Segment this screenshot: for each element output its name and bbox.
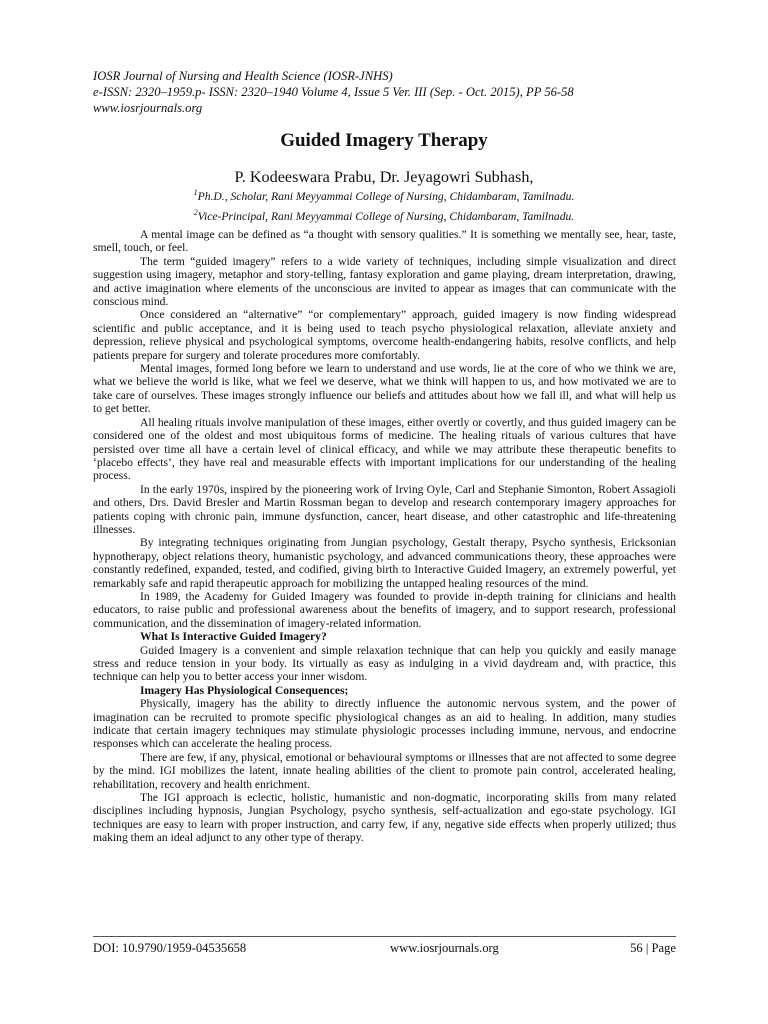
section2-paragraph-1: Physically, imagery has the ability to directly influence the autonomic nervous system, and the power of imagination can be recruited to promote specific physiological changes as an aid to healing. In addition, many studies indicate that certain imagery techniques may stimulate physiologic processes including immune, nervous, and endocrine responses which can accelerate the healing process.: [93, 697, 676, 751]
section2-paragraph-2: There are few, if any, physical, emotional or behavioural symptoms or illnesses that are not affected to some degree by the mind. IGI mobilizes the latent, innate healing abilities of the client to promote pain control, accelerated healing, rehabilitation, recovery and health enrichment.: [93, 750, 676, 791]
section-heading-interactive-guided-imagery: What Is Interactive Guided Imagery?: [140, 630, 327, 644]
intro-paragraph-4: Mental images, formed long before we learn to understand and use words, lie at the core of who we think we are, what we believe the world is like, what we feel we deserve, what we think will happen to us, and how motivated we are to take care of ourselves. These images strongly influence our beliefs and attitudes about how we fall ill, and what will help us to get better.: [93, 362, 676, 416]
affiliation-1-marker: 1: [193, 188, 198, 197]
authors: P. Kodeeswara Prabu, Dr. Jeyagowri Subhash,: [234, 168, 534, 186]
footer-website: www.iosrjournals.org: [390, 941, 499, 955]
journal-name: IOSR Journal of Nursing and Health Science (IOSR-JNHS): [93, 69, 393, 83]
intro-paragraph-8: In 1989, the Academy for Guided Imagery was founded to provide in-depth training for clinicians and health educators, to raise public and professional awareness about the benefits of imagery, and to support research, professional communication, and the dissemination of imagery-related information.: [93, 589, 676, 630]
intro-paragraph-6: In the early 1970s, inspired by the pioneering work of Irving Oyle, Carl and Stephanie Simonton, Robert Assagioli and others, Drs. David Bresler and Martin Rossman began to develop and research contemporary imagery approaches for patients coping with chronic pain, immune dysfunction, cancer, heart disease, and other catastrophic and life-threatening illnesses.: [93, 482, 676, 536]
paper-title: Guided Imagery Therapy: [280, 130, 488, 151]
intro-paragraph-2: The term “guided imagery” refers to a wide variety of techniques, including simple visualization and direct suggestion using imagery, metaphor and story-telling, fantasy exploration and game playing, dream interpretation, drawing, and active imagination where elements of the unconscious are invited to appear as images that can communicate with the conscious mind.: [93, 254, 676, 309]
intro-paragraph-1: A mental image can be defined as “a thought with sensory qualities.” It is something we mentally see, hear, taste, smell, touch, or feel.: [93, 228, 676, 255]
affiliation-2-marker: 2: [193, 207, 198, 217]
affiliation-2-text: Vice-Principal, Rani Meyyammai College of Nursing, Chidambaram, Tamilnadu.: [197, 209, 575, 223]
body-text: [93, 228, 676, 845]
intro-paragraph-5: All healing rituals involve manipulation of these images, either overtly or covertly, and thus guided imagery can be considered one of the oldest and most ubiquitous forms of medicine. The healing rituals of various cultures that have persisted over time all have a certain level of clinical efficacy, and while we may attribute these therapeutic benefits to ‘placebo effects’, they have real and measurable effects with important implications for our understanding of the healing process.: [93, 415, 676, 483]
intro-paragraph-7: By integrating techniques originating from Jungian psychology, Gestalt therapy, Psycho synthesis, Ericksonian hypnotherapy, object relations theory, humanistic psychology, and advanced communications theory, these approaches were constantly redefined, expanded, tested, and codified, giving birth to Interactive Guided Imagery, an extremely powerful, yet remarkably safe and rapid therapeutic approach for mobilizing the untapped healing resources of the mind.: [93, 536, 676, 590]
intro-paragraph-3: Once considered an “alternative” “or complementary” approach, guided imagery is now finding widespread scientific and public acceptance, and it is being used to teach psycho physiological relaxation, alleviate anxiety and depression, relieve physical and psychological symptoms, overcome health-endangering habits, resolve conflicts, and help patients prepare for surgery and tolerate procedures more comfortably.: [93, 308, 676, 362]
affiliation-2: [0, 205, 768, 225]
journal-header: [93, 68, 693, 116]
footer-divider: [93, 936, 676, 937]
footer-doi: DOI: 10.9790/1959-04535658: [93, 941, 247, 955]
section2-paragraph-3: The IGI approach is eclectic, holistic, humanistic and non-dogmatic, incorporating skills from many related disciplines including hypnosis, Jungian Psychology, psycho synthesis, self-actualization and ego-state psychology. IGI techniques are easy to learn with proper instruction, and carry few, if any, negative side effects when properly utilized; thus making them an ideal adjunct to any other type of therapy.: [93, 791, 676, 845]
section1-paragraph-1: Guided Imagery is a convenient and simple relaxation technique that can help you quickly and easily manage stress and reduce tension in your body. Its virtually as easy as indulging in a vivid daydream and, with practice, this technique can help you to better access your inner wisdom.: [93, 643, 676, 684]
journal-website: www.iosrjournals.org: [93, 101, 203, 115]
section-heading-physiological-consequences: Imagery Has Physiological Consequences;: [140, 683, 349, 697]
affiliations: [0, 185, 768, 225]
affiliation-1: [0, 185, 768, 205]
footer-page-number: 56 | Page: [630, 941, 676, 955]
journal-issn-volume: e-ISSN: 2320–1959.p- ISSN: 2320–1940 Volume 4, Issue 5 Ver. III (Sep. - Oct. 2015), PP 56-58: [93, 85, 574, 99]
affiliation-1-text: Ph.D., Scholar, Rani Meyyammai College of Nursing, Chidambaram, Tamilnadu.: [197, 189, 575, 203]
